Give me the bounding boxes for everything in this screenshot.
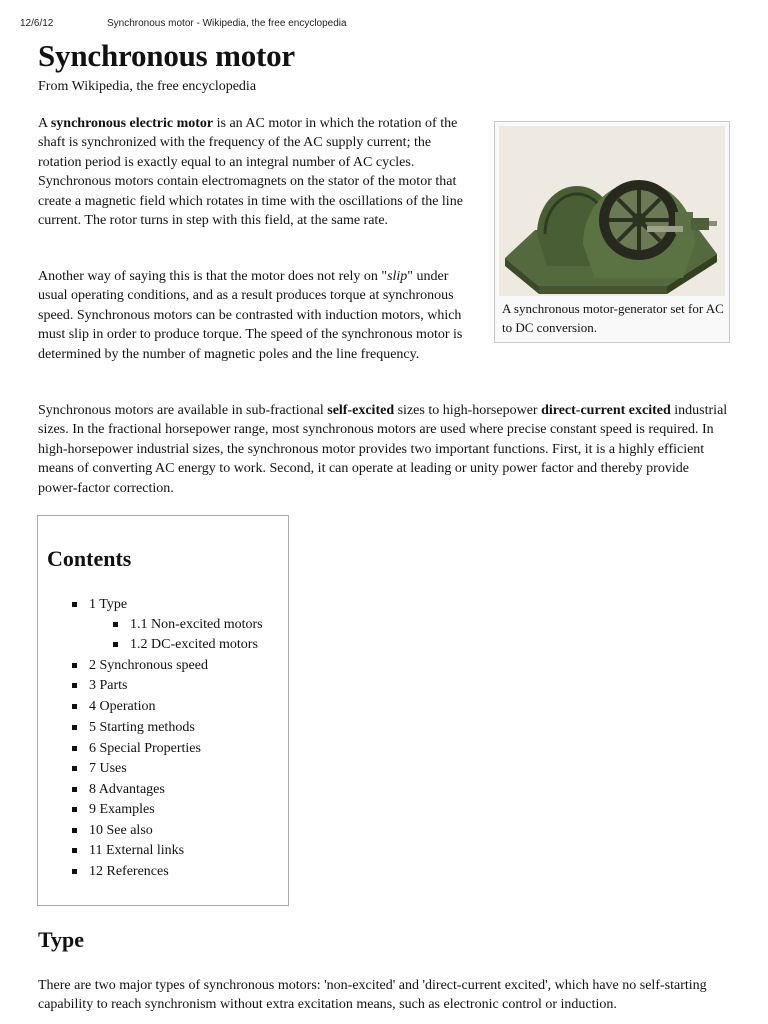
slip-paragraph: Another way of saying this is that the motor does not rely on "slip" under usual operating conditions, and as a result produces torque at synchronous speed. Synchronous motors can be contrasted with induction motors, which must slip in order to produce torque. The speed of the synchronous motor is determined by the number of magnetic poles and the line frequency. (38, 269, 463, 362)
toc-heading: Contents (47, 546, 132, 571)
toc-item-operation[interactable]: 4 Operation (89, 698, 155, 716)
toc-item-references[interactable]: 12 References (89, 863, 169, 881)
motor-generator-image[interactable] (499, 126, 725, 296)
print-doc-title: Synchronous motor - Wikipedia, the free encyclopedia (107, 18, 347, 29)
toc-item-parts[interactable]: 3 Parts (89, 677, 128, 695)
figure-motor-generator (494, 121, 730, 343)
term-slip: slip (387, 269, 408, 284)
section-heading-type: Type (38, 927, 85, 952)
term-self-excited: self-excited (327, 403, 395, 418)
toc-item-synchronous-speed[interactable]: 2 Synchronous speed (89, 657, 208, 675)
figure-caption: A synchronous motor-generator set for AC to DC conversion. (502, 301, 724, 335)
toc-item-examples[interactable]: 9 Examples (89, 801, 155, 819)
term-synchronous-electric-motor: synchronous electric motor (50, 116, 214, 131)
toc-item-non-excited-motors[interactable]: 1.1 Non-excited motors (130, 616, 263, 634)
print-date: 12/6/12 (20, 18, 54, 29)
toc-item-type[interactable]: 1 Type (89, 596, 127, 614)
print-header (20, 18, 748, 32)
toc-item-see-also[interactable]: 10 See also (89, 822, 153, 840)
term-direct-current-excited: direct-current excited (541, 403, 671, 418)
toc-item-external-links[interactable]: 11 External links (89, 842, 184, 860)
page-subtitle: From Wikipedia, the free encyclopedia (38, 79, 257, 94)
toc-item-uses[interactable]: 7 Uses (89, 760, 127, 778)
intro-paragraph: A synchronous electric motor is an AC motor in which the rotation of the shaft is synchronized with the frequency of the AC supply current; the rotation period is exactly equal to an integral number of AC cycles. Synchronous motors contain electromagnets on the stator of the motor that create a magnetic field which rotates in time with the oscillations of the line current. The rotor turns in step with this field, at the same rate. (38, 116, 463, 229)
table-of-contents (37, 515, 289, 906)
toc-item-special-properties[interactable]: 6 Special Properties (89, 740, 201, 758)
toc-item-advantages[interactable]: 8 Advantages (89, 781, 165, 799)
toc-item-starting-methods[interactable]: 5 Starting methods (89, 719, 195, 737)
page-title: Synchronous motor (38, 38, 295, 73)
sizes-paragraph: Synchronous motors are available in sub-fractional self-excited sizes to high-horsepower direct-current excited industrial sizes. In the fractional horsepower range, most synchronous motors are used where precise constant speed is required. In high-horsepower industrial sizes, the synchronous motor provides two important functions. First, it is a highly efficient means of converting AC energy to work. Second, it can operate at leading or unity power factor and thereby provide power-factor correction. (38, 403, 728, 496)
type-paragraph: There are two major types of synchronous motors: 'non-excited' and 'direct-current excited', which have no self-starting capability to reach synchronism without extra excitation means, such as electronic control or induction. (38, 978, 707, 1013)
toc-item-dc-excited-motors[interactable]: 1.2 DC-excited motors (130, 636, 258, 654)
